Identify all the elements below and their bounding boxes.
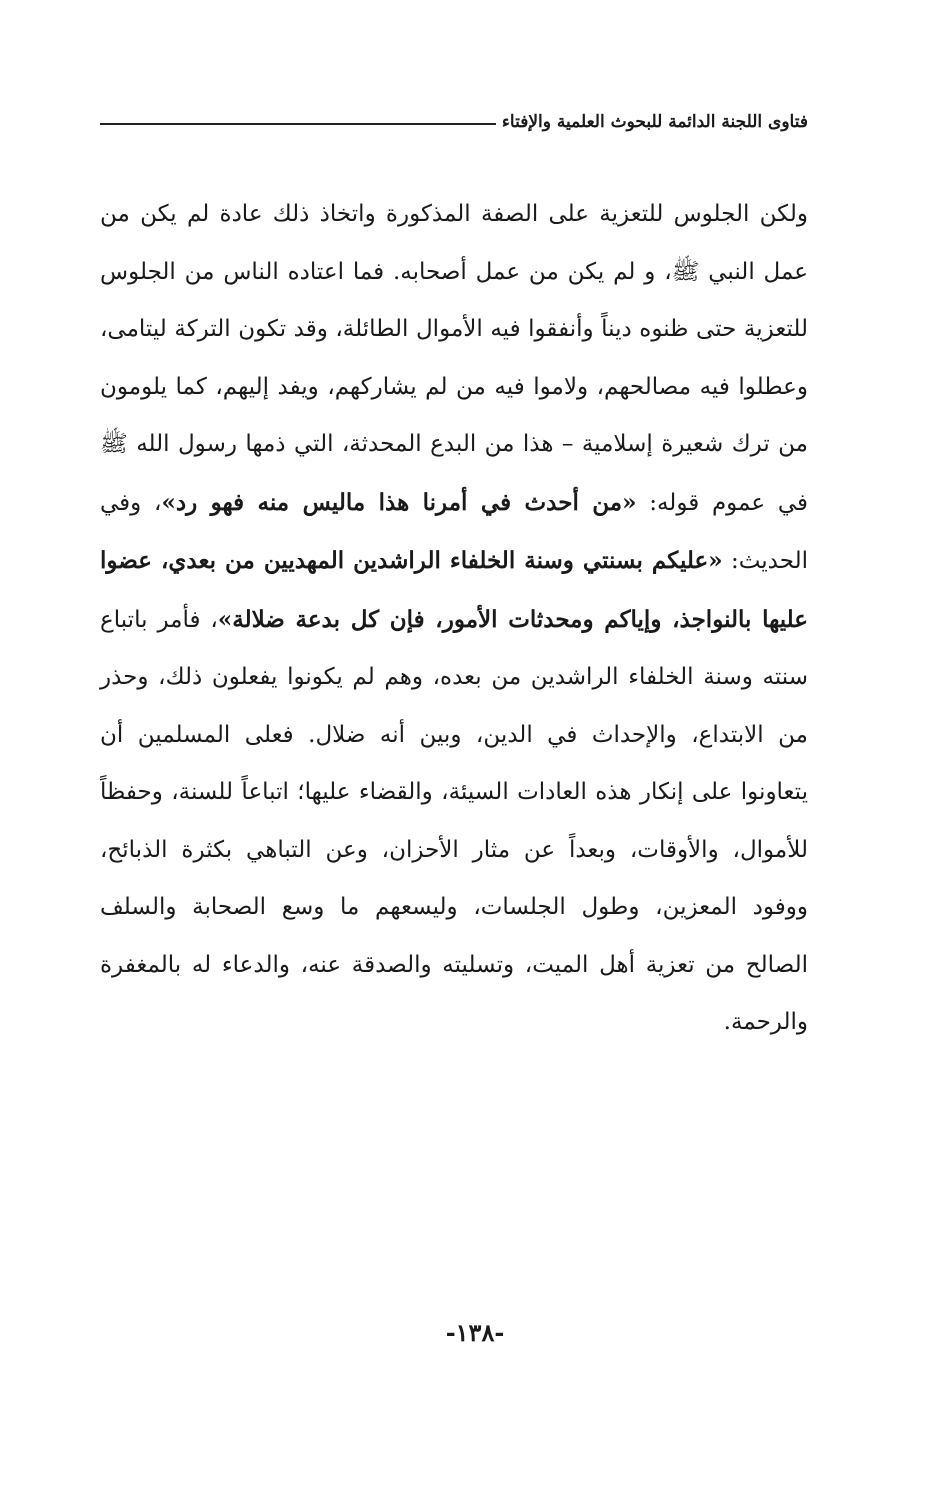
page-number: -١٣٨- — [445, 1318, 505, 1347]
running-header — [100, 112, 808, 132]
body-text-part-2: ، وفي الحديث: — [100, 489, 809, 574]
hadith-quote-1: «من أحدث في أمرنا هذا ماليس منه فهو رد» — [161, 488, 637, 516]
header-rule — [100, 123, 496, 125]
fatwa-paragraph — [100, 186, 808, 1052]
running-header-title: فتاوى اللجنة الدائمة للبحوث العلمية والإفتاء — [501, 112, 808, 132]
fatwa-body — [100, 186, 808, 1052]
body-text-part-3: ، فأمر باتباع سنته وسنة الخلفاء الراشدين من بعده، وهم لم يكونوا يفعلون ذلك، وحذر من الابتداع، والإحداث في الدين، وبين أنه ضلال. فعلى المسلمين أن يتعاونوا على إنكار هذه العادات السيئة، والقضاء عليها؛ اتباعاً للسنة، وحفظاً للأموال، والأوقات، وبعداً عن مثار الأحزان، وعن التباهي بكثرة الذبائح، ووفود المعزين، وطول الجلسات، وليسعهم ما وسع الصحابة والسلف الصالح من تعزية أهل الميت، وتسليته والصدقة عنه، والدعاء له بالمغفرة والرحمة. — [100, 606, 808, 1035]
body-text-part-1: ولكن الجلوس للتعزية على الصفة المذكورة واتخاذ ذلك عادة لم يكن من عمل النبي ﷺ، و لم يكن من عمل أصحابه. فما اعتاده الناس من الجلوس للتعزية حتى ظنوه ديناً وأنفقوا فيه الأموال الطائلة، وقد تكون التركة ليتامى، وعطلوا فيه مصالحهم، ولاموا فيه من لم يشاركهم، ويفد إليهم، كما يلومون من ترك شعيرة إسلامية – هذا من البدع المحدثة، التي ذمها رسول الله ﷺ في عموم قوله: — [100, 201, 808, 516]
hadith-quote-2: «عليكم بسنتي وسنة الخلفاء الراشدين المهديين من بعدي، عضوا عليها بالنواجذ، وإياكم ومحدثات الأمور، فإن كل بدعة ضلالة» — [100, 547, 808, 633]
